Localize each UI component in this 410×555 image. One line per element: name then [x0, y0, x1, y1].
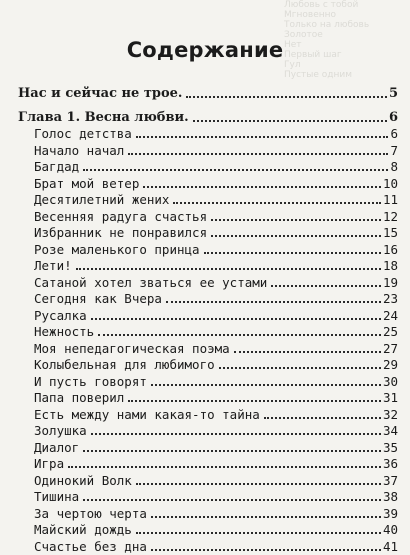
dot-leader — [143, 186, 381, 188]
dot-leader — [98, 334, 381, 336]
toc-entry-title: Багдад — [34, 159, 80, 174]
toc-page-number: 40 — [382, 522, 398, 537]
dot-leader — [166, 301, 381, 303]
dot-leader — [68, 466, 381, 468]
dot-leader — [193, 120, 387, 122]
toc-entry-title: Диалог — [34, 439, 80, 455]
toc-entry — [34, 291, 398, 307]
dot-leader — [136, 483, 381, 485]
toc-entry — [34, 489, 398, 505]
dot-leader — [211, 219, 381, 221]
toc-entry-title: Игра — [34, 456, 65, 471]
dot-leader — [211, 235, 381, 237]
toc-entry — [34, 126, 398, 142]
toc-entry — [34, 522, 398, 538]
toc-entry — [34, 440, 398, 456]
toc-entry — [34, 176, 398, 192]
toc-page-number: 15 — [382, 225, 398, 240]
bleed-line: Гул — [284, 60, 301, 70]
toc-entry-title: За чертою черта — [34, 505, 147, 521]
dot-leader — [151, 516, 381, 518]
toc-entry-title: Глава 1. Весна любви. — [18, 110, 189, 125]
toc-page-number: 10 — [382, 175, 398, 191]
toc-page-number: 16 — [382, 241, 398, 257]
toc-entry-title: Тишина — [34, 489, 80, 504]
bleed-line: Нет — [284, 40, 302, 50]
toc-page-number: 38 — [382, 489, 398, 504]
toc-entry — [34, 390, 398, 406]
dot-leader — [128, 400, 381, 402]
dot-leader — [234, 351, 381, 353]
dot-leader — [204, 252, 381, 254]
toc-entry — [34, 506, 398, 522]
toc-entry — [34, 423, 398, 439]
toc-entry-title: Колыбельная для любимого — [34, 357, 215, 372]
toc-page-number: 30 — [382, 373, 398, 389]
toc-entry — [34, 143, 398, 159]
dot-leader — [186, 96, 387, 98]
dot-leader — [91, 433, 381, 435]
toc-page-number: 19 — [382, 274, 398, 290]
dot-leader — [83, 450, 381, 452]
toc-entry — [34, 258, 398, 274]
toc-page-number: 5 — [388, 86, 398, 101]
dot-leader — [83, 169, 388, 171]
toc-entry — [34, 209, 398, 225]
toc-page-number: 41 — [382, 538, 398, 554]
dot-leader — [151, 549, 381, 551]
toc-page-number: 25 — [382, 324, 398, 339]
toc-page-number: 37 — [382, 472, 398, 488]
dot-leader — [136, 136, 389, 138]
dot-leader — [173, 202, 380, 204]
toc-entry-title: Одинокий Волк — [34, 472, 132, 488]
toc-entry-title: Избранник не понравился — [34, 225, 208, 240]
toc-entry-title: Есть между нами какая-то тайна — [34, 406, 260, 422]
toc-page-number: 35 — [382, 439, 398, 455]
toc-entry-title: Майский дождь — [34, 522, 132, 537]
bleed-line: Первый шаг — [284, 50, 342, 60]
dot-leader — [271, 285, 381, 287]
toc-entry — [34, 225, 398, 241]
dot-leader — [128, 153, 388, 155]
toc-entry-title: Русалка — [34, 307, 87, 323]
toc-entry — [34, 357, 398, 373]
toc-entry — [34, 159, 398, 175]
toc-page-number: 6 — [390, 126, 398, 141]
dot-leader — [151, 384, 381, 386]
toc-entry-title: Брат мой ветер — [34, 175, 140, 191]
bleed-line: Любовь с тобой — [284, 0, 359, 10]
toc-entry — [34, 341, 398, 357]
toc-page-number: 8 — [390, 159, 398, 174]
toc-chapter-entry — [18, 110, 398, 126]
toc-entry-title: Сегодня как Вчера — [34, 291, 162, 306]
toc-page-number: 24 — [382, 307, 398, 323]
dot-leader — [264, 417, 381, 419]
toc-entry — [34, 192, 398, 208]
bleed-line: Мгновенно — [284, 10, 337, 20]
page-title: Содержание — [126, 38, 284, 62]
bleed-line: Пустые одним — [284, 70, 353, 80]
bleed-line: Только на любовь — [284, 20, 370, 30]
toc-entry-title: И пусть говорят — [34, 373, 147, 389]
toc-entry-title: Нежность — [34, 324, 95, 339]
toc-page-number: 11 — [382, 192, 398, 207]
toc-entry-title: Начало начал — [34, 142, 125, 158]
toc-entry — [34, 473, 398, 489]
toc-page-number: 29 — [382, 357, 398, 372]
toc-entry-title: Моя непедагогическая поэма — [34, 340, 230, 356]
toc-entry-title: Лети! — [34, 258, 72, 273]
toc-entry-title: Сатаной хотел зваться ее устами — [34, 274, 268, 290]
toc-entry-title: Золушка — [34, 423, 87, 438]
toc-entry — [34, 539, 398, 555]
toc-entry-title: Розе маленького принца — [34, 241, 200, 257]
dot-leader — [91, 318, 381, 320]
toc-entry-title: Голос детства — [34, 126, 132, 141]
toc-entry — [34, 308, 398, 324]
toc-page-number: 34 — [382, 423, 398, 438]
toc-entry-title: Весенняя радуга счастья — [34, 208, 208, 224]
toc-entry — [34, 456, 398, 472]
toc-page-number: 6 — [388, 110, 398, 125]
toc-page-number: 36 — [382, 456, 398, 471]
toc-entry-title: Нас и сейчас не трое. — [18, 86, 183, 101]
dot-leader — [76, 268, 381, 270]
toc-entry — [34, 275, 398, 291]
toc-chapter-entry — [18, 86, 398, 102]
toc-entry — [34, 374, 398, 390]
toc-entry-title: Десятилетний жених — [34, 192, 170, 207]
toc-page-number: 32 — [382, 406, 398, 422]
dot-leader — [219, 367, 381, 369]
toc-page-number: 18 — [382, 258, 398, 273]
toc-page-number: 7 — [390, 142, 398, 158]
toc-page-number: 31 — [382, 390, 398, 405]
dot-leader — [136, 532, 381, 534]
toc-page-number: 27 — [382, 340, 398, 356]
toc-page-number: 23 — [382, 291, 398, 306]
toc-page-number: 39 — [382, 505, 398, 521]
toc-entry — [34, 242, 398, 258]
toc-entry-title: Счастье без дна — [34, 538, 147, 554]
toc-entry-title: Папа поверил — [34, 390, 125, 405]
toc-entry — [34, 324, 398, 340]
toc-entry — [34, 407, 398, 423]
dot-leader — [83, 499, 381, 501]
toc-page-number: 12 — [382, 208, 398, 224]
bleed-line: Золотое — [284, 30, 323, 40]
